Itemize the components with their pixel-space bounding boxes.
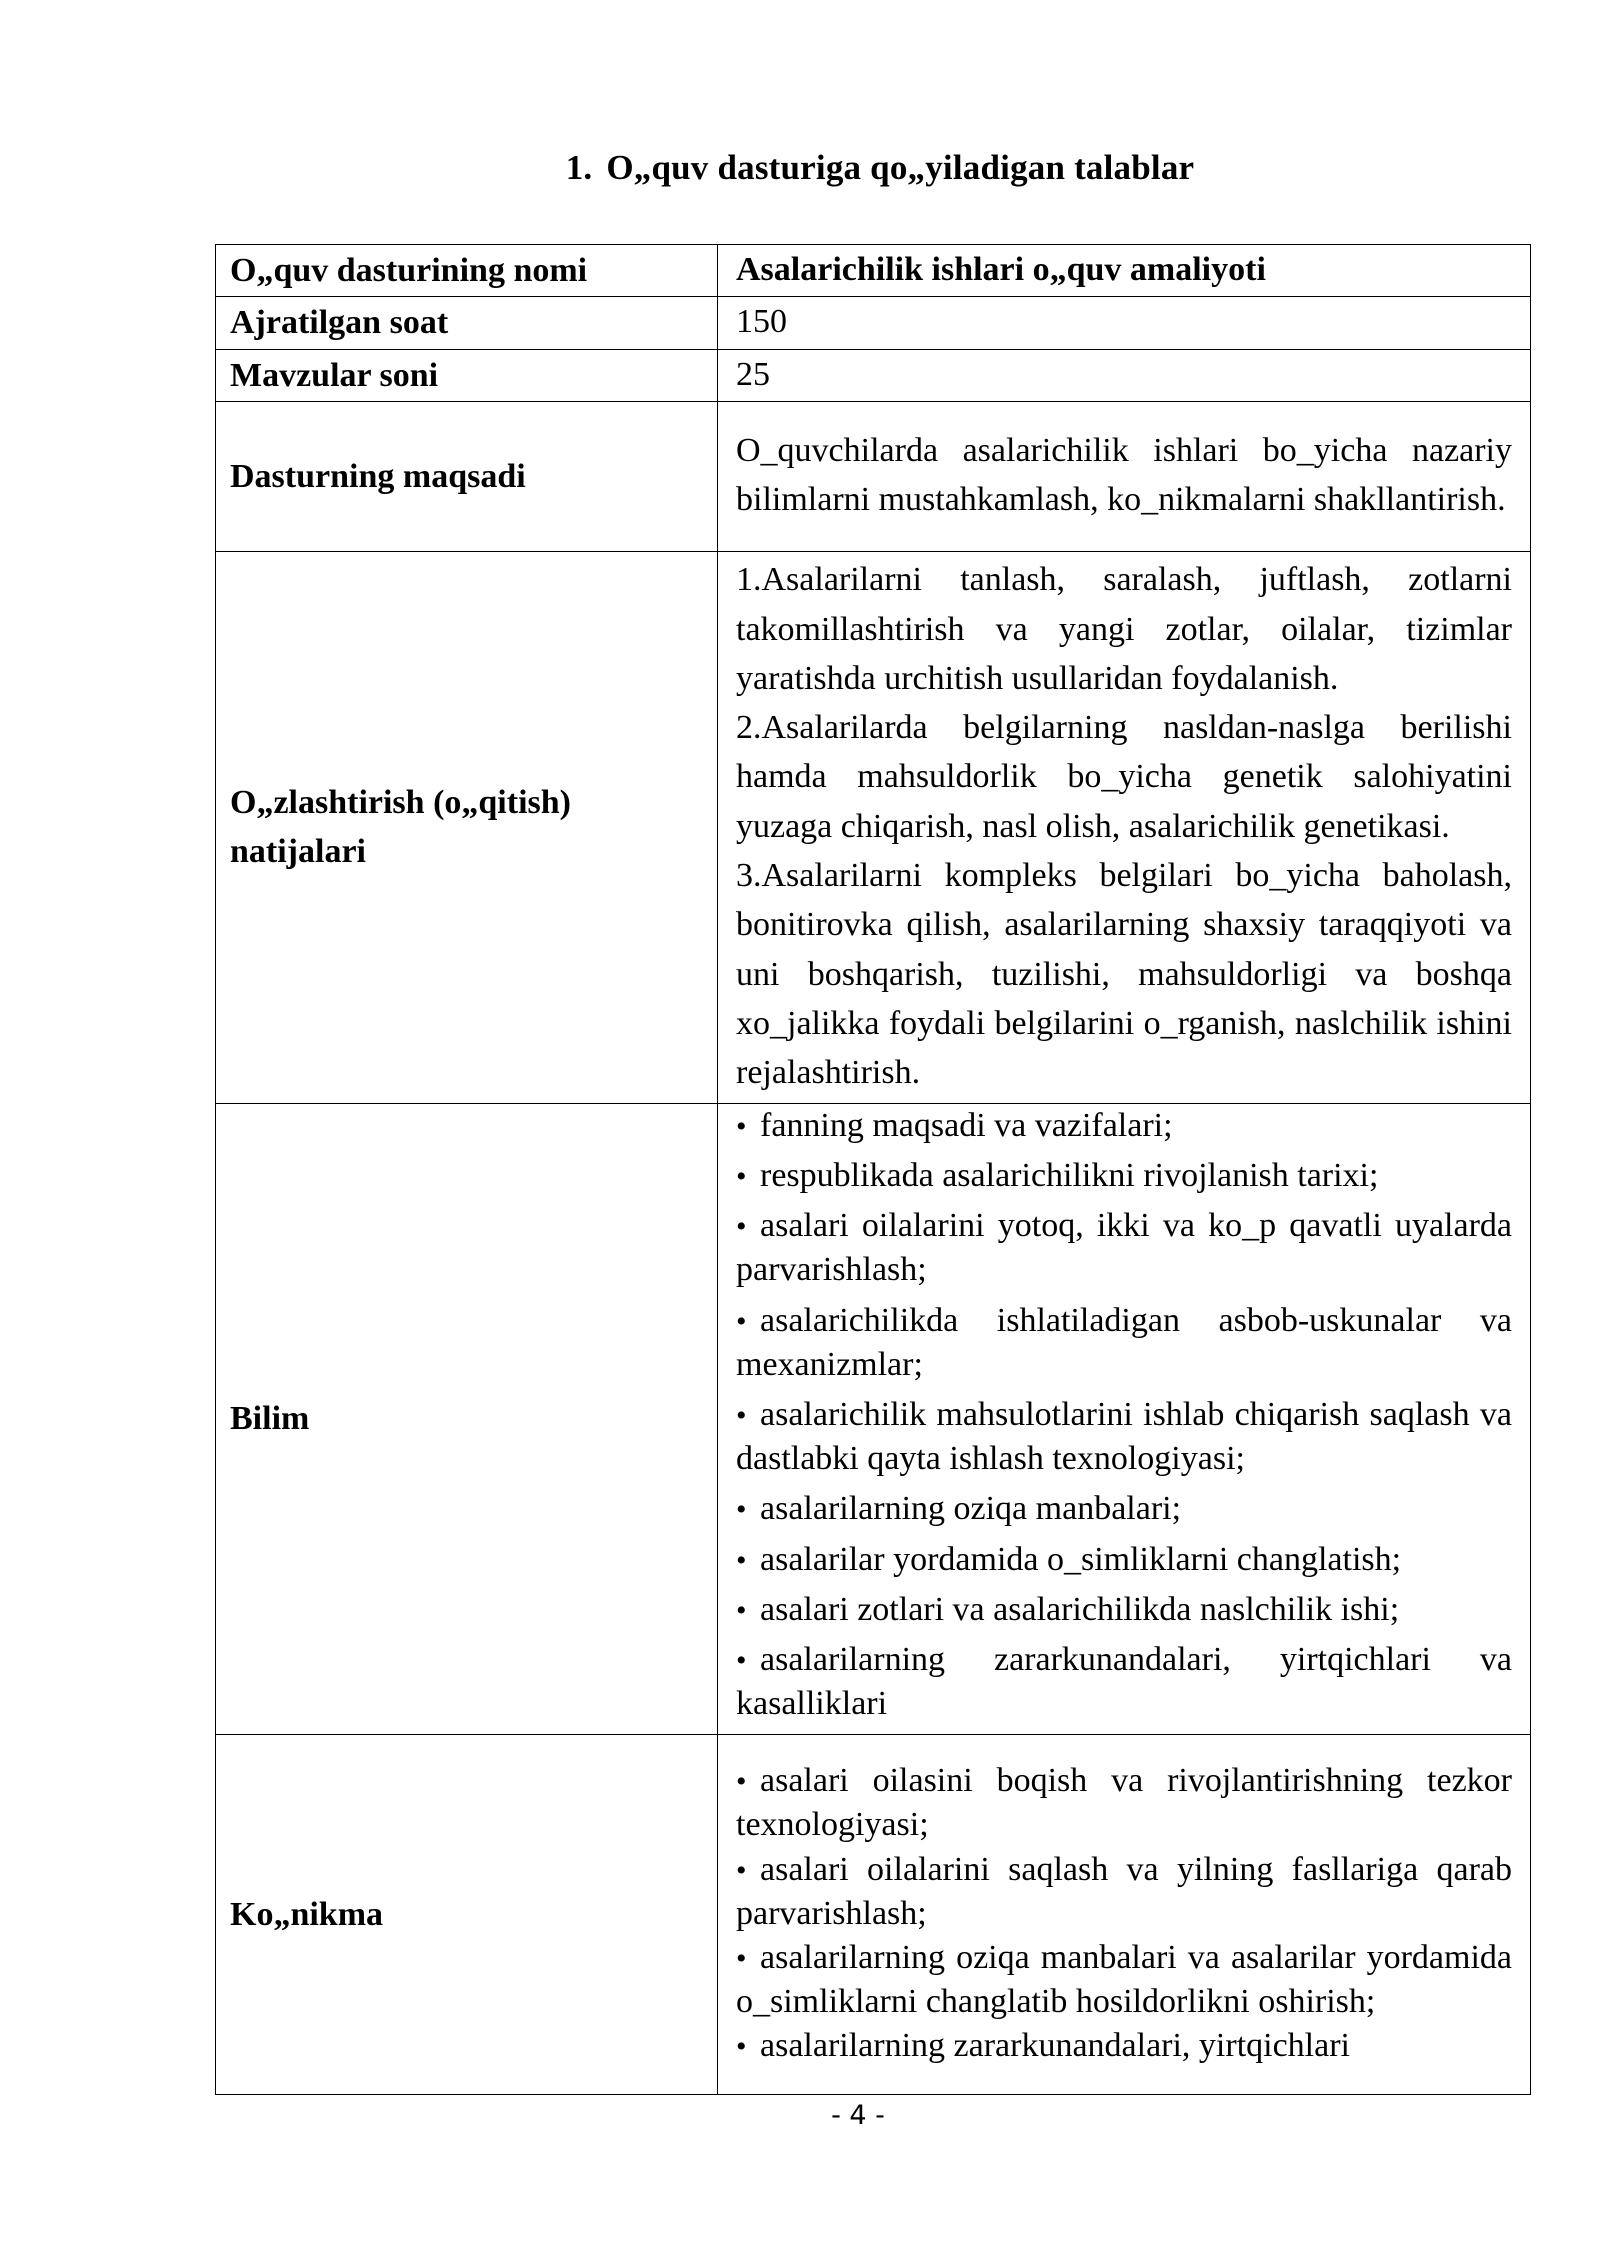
result-paragraph: 1.Asalarilarni tanlash, saralash, juftlash, zotlarni takomillashtirish va yangi zotlar, oilalar, tizimlar yaratishda urchitish usullaridan foydalanish. [736, 561, 1512, 697]
table-row [216, 349, 1531, 401]
bullet-icon: • [736, 1853, 747, 1887]
table-row [216, 401, 1531, 551]
list-item: • asalarilarning zararkunandalari, yirtqichlari [736, 2027, 1350, 2065]
table-row [216, 1735, 1531, 2095]
row-value [718, 1103, 1531, 1734]
row-value: Asalarichilik ishlari o„quv amaliyoti [718, 245, 1531, 297]
list-item: • asalari oilasini boqish va rivojlantirishning tezkor texnologiyasi; [736, 1762, 1512, 1844]
row-value [718, 1735, 1531, 2095]
bullet-icon: • [736, 1160, 747, 1194]
row-label: Mavzular soni [216, 349, 718, 401]
list-item: • asalari zotlari va asalarichilikda naslchilik ishi; [736, 1590, 1400, 1628]
bullet-icon: • [736, 1304, 747, 1338]
list-item: • asalarilarning zararkunandalari, yirtqichlari va kasalliklari [736, 1640, 1512, 1723]
list-item: • asalari oilalarini saqlash va yilning fasllariga qarab parvarishlash; [736, 1850, 1512, 1932]
table-row [216, 551, 1531, 1103]
row-value: 150 [718, 297, 1531, 349]
bullet-icon: • [736, 1543, 747, 1577]
row-label: O„zlashtirish (o„qitish) natijalari [216, 551, 718, 1103]
bullet-icon: • [736, 1941, 747, 1975]
section-title [0, 148, 1600, 188]
list-item: • respublikada asalarichilikni rivojlanish tarixi; [736, 1157, 1379, 1195]
result-paragraph: 3.Asalarilarni kompleks belgilari bo_yicha baholash, bonitirovka qilish, asalarilarning shaxsiy taraqqiyoti va uni boshqarish, tuzilishi, mahsuldorligi va boshqa xo_jalikka foydali belgilarini o_rganish, naslchilik ishini rejalashtirish. [736, 857, 1512, 1092]
bullet-icon: • [736, 2030, 747, 2064]
bullet-icon: • [736, 1593, 747, 1627]
bullet-list [736, 1104, 1512, 1726]
list-item: • asalarilarning oziqa manbalari; [736, 1490, 1182, 1528]
table-row [216, 245, 1531, 297]
page-number: - 4 - [831, 2100, 885, 2131]
row-label: O„quv dasturining nomi [216, 245, 718, 297]
bullet-icon: • [736, 1765, 747, 1799]
row-label: Dasturning maqsadi [216, 401, 718, 551]
bullet-icon: • [736, 1643, 747, 1677]
table-row [216, 297, 1531, 349]
section-title-text: O„quv dasturiga qo„yiladigan talablar [606, 148, 1195, 187]
bullet-icon: • [736, 1493, 747, 1527]
bullet-list [736, 1759, 1512, 2068]
list-item: • fanning maqsadi va vazifalari; [736, 1106, 1173, 1144]
bullet-icon: • [736, 1109, 747, 1143]
bullet-icon: • [736, 1210, 747, 1244]
table-row [216, 1103, 1531, 1734]
row-value [718, 551, 1531, 1103]
list-item: • asalari oilalarini yotoq, ikki va ko_p qavatli uyalarda parvarishlash; [736, 1207, 1512, 1289]
requirements-table [215, 244, 1531, 2095]
section-number: 1. [565, 148, 593, 187]
list-item: • asalarilarning oziqa manbalari va asalarilar yordamida o_simliklarni changlatib hosildorlikni oshirish; [736, 1938, 1512, 2021]
bullet-icon: • [736, 1399, 747, 1433]
list-item: • asalarichilikda ishlatiladigan asbob-uskunalar va mexanizmlar; [736, 1301, 1512, 1383]
row-value: O_quvchilarda asalarichilik ishlari bo_yicha nazariy bilimlarni mustahkamlash, ko_nikmalarni shakllantirish. [718, 401, 1531, 551]
row-label: Bilim [216, 1103, 718, 1734]
row-value: 25 [718, 349, 1531, 401]
row-label: Ajratilgan soat [216, 297, 718, 349]
list-item: • asalarilar yordamida o_simliklarni changlatish; [736, 1540, 1402, 1578]
result-paragraph: 2.Asalarilarda belgilarning nasldan-naslga berilishi hamda mahsuldorlik bo_yicha genetik salohiyatini yuzaga chiqarish, nasl olish, asalarichilik genetikasi. [736, 709, 1512, 845]
row-label: Ko„nikma [216, 1735, 718, 2095]
list-item: • asalarichilik mahsulotlarini ishlab chiqarish saqlash va dastlabki qayta ishlash texnologiyasi; [736, 1396, 1512, 1478]
